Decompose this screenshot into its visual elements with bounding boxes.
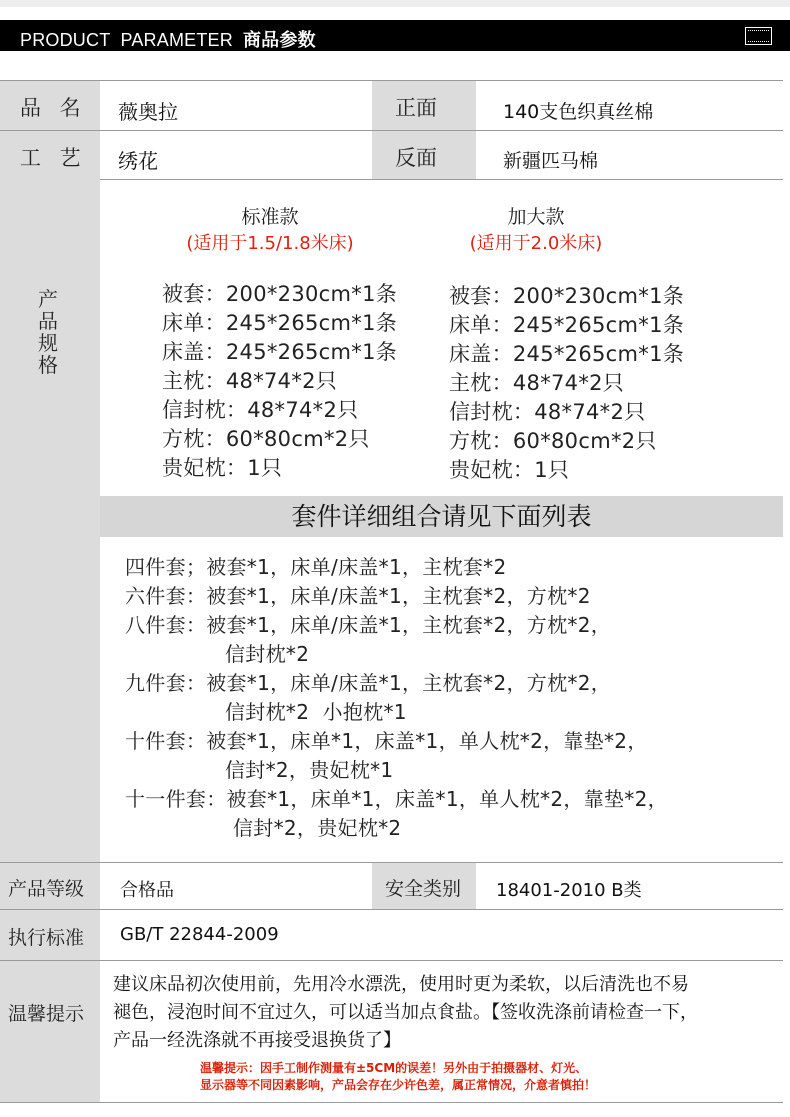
- combo-item-continued: 信封*2，贵妃枕*2: [233, 816, 402, 840]
- warning-line: 温馨提示：因手工制作测量有±5CM的误差！另外由于拍摄器材、灯光、: [200, 1061, 588, 1075]
- spec-item: 床盖：245*265cm*1条: [449, 342, 685, 366]
- spec-item: 被套：200*230cm*1条: [449, 284, 685, 308]
- combo-item: 十一件套：被套*1，床单*1，床盖*1，单人枕*2，靠垫*2，: [125, 787, 668, 811]
- standard-label: 执行标准: [8, 927, 85, 949]
- title-english: PRODUCT PARAMETER: [20, 30, 233, 50]
- craft-label: 工 艺: [20, 146, 87, 170]
- combo-item: 四件套；被套*1，床单/床盖*1，主枕套*2: [125, 555, 507, 579]
- spec-item: 信封枕：48*74*2只: [162, 398, 359, 422]
- tips-line: 建议床品初次使用前，先用冷水漂洗，使用时更为柔软，以后清洗也不易: [113, 974, 689, 995]
- divider: [0, 1102, 783, 1103]
- spec-item: 被套：200*230cm*1条: [162, 282, 398, 306]
- page-title: [20, 26, 316, 52]
- back-value: 新疆匹马棉: [503, 150, 599, 172]
- divider: [0, 960, 783, 961]
- back-label: 反面: [395, 146, 437, 170]
- spec-item: 贵妃枕：1只: [162, 456, 283, 480]
- name-label: 品 名: [20, 96, 87, 120]
- safety-value: 18401-2010 B类: [496, 880, 642, 901]
- tips-label: 温馨提示: [8, 1003, 85, 1025]
- combo-item: 十件套：被套*1，床单*1，床盖*1，单人枕*2，靠垫*2，: [125, 729, 648, 753]
- craft-value: 绣花: [118, 149, 158, 173]
- combo-title: 套件详细组合请见下面列表: [100, 496, 783, 537]
- divider: [100, 179, 783, 180]
- combo-item: 九件套：被套*1，床单/床盖*1，主枕套*2，方枕*2，: [125, 671, 612, 695]
- safety-label: 安全类别: [385, 878, 462, 900]
- top-strip: [0, 0, 790, 7]
- standard-value: GB/T 22844-2009: [120, 924, 279, 945]
- spec-item: 主枕：48*74*2只: [162, 369, 338, 393]
- spec-item: 方枕：60*80cm*2只: [162, 427, 370, 451]
- name-value: 薇奥拉: [118, 100, 178, 124]
- combo-item-continued: 信封*2，贵妃枕*1: [225, 758, 394, 782]
- standard-subtitle: (适用于1.5/1.8米床): [186, 233, 354, 254]
- combo-item-continued: 信封枕*2: [225, 642, 310, 666]
- tips-label-cell: [0, 961, 100, 1102]
- spec-item: 贵妃枕：1只: [449, 458, 570, 482]
- combo-item: 八件套：被套*1，床单/床盖*1，主枕套*2，方枕*2，: [125, 613, 612, 637]
- spec-item: 床单：245*265cm*1条: [449, 313, 685, 337]
- divider: [0, 80, 783, 81]
- spec-item: 床单：245*265cm*1条: [162, 311, 398, 335]
- warning-line: 显示器等不同因素影响，产品会存在少许色差，属正常情况，介意者慎拍！: [200, 1078, 597, 1092]
- divider: [0, 909, 783, 910]
- spec-label: 产品规格: [38, 287, 58, 377]
- front-value: 140支色织真丝棉: [503, 101, 654, 123]
- grade-label: 产品等级: [8, 878, 85, 900]
- header-bar: [0, 20, 790, 51]
- spec-item: 主枕：48*74*2只: [449, 371, 625, 395]
- front-label: 正面: [395, 96, 437, 120]
- grade-value: 合格品: [120, 880, 174, 901]
- combo-item: 六件套：被套*1，床单/床盖*1，主枕套*2，方枕*2: [125, 584, 591, 608]
- spec-item: 信封枕：48*74*2只: [449, 400, 646, 424]
- spec-item: 方枕：60*80cm*2只: [449, 429, 657, 453]
- spec-label-cell: [0, 179, 100, 862]
- combo-item-continued: 信封枕*2 小抱枕*1: [225, 700, 407, 724]
- film-frame-icon: [745, 27, 772, 45]
- large-title: 加大款: [507, 206, 565, 228]
- divider: [0, 130, 783, 131]
- spec-item: 床盖：245*265cm*1条: [162, 340, 398, 364]
- large-subtitle: (适用于2.0米床): [469, 233, 603, 254]
- tips-line: 褪色，浸泡时间不宜过久，可以适当加点食盐。【签收洗涤前请检查一下，: [113, 1002, 698, 1023]
- tips-line: 产品一经洗涤就不再接受退换货了】: [113, 1030, 401, 1051]
- standard-title: 标准款: [241, 206, 299, 228]
- title-chinese: 商品参数: [242, 30, 316, 50]
